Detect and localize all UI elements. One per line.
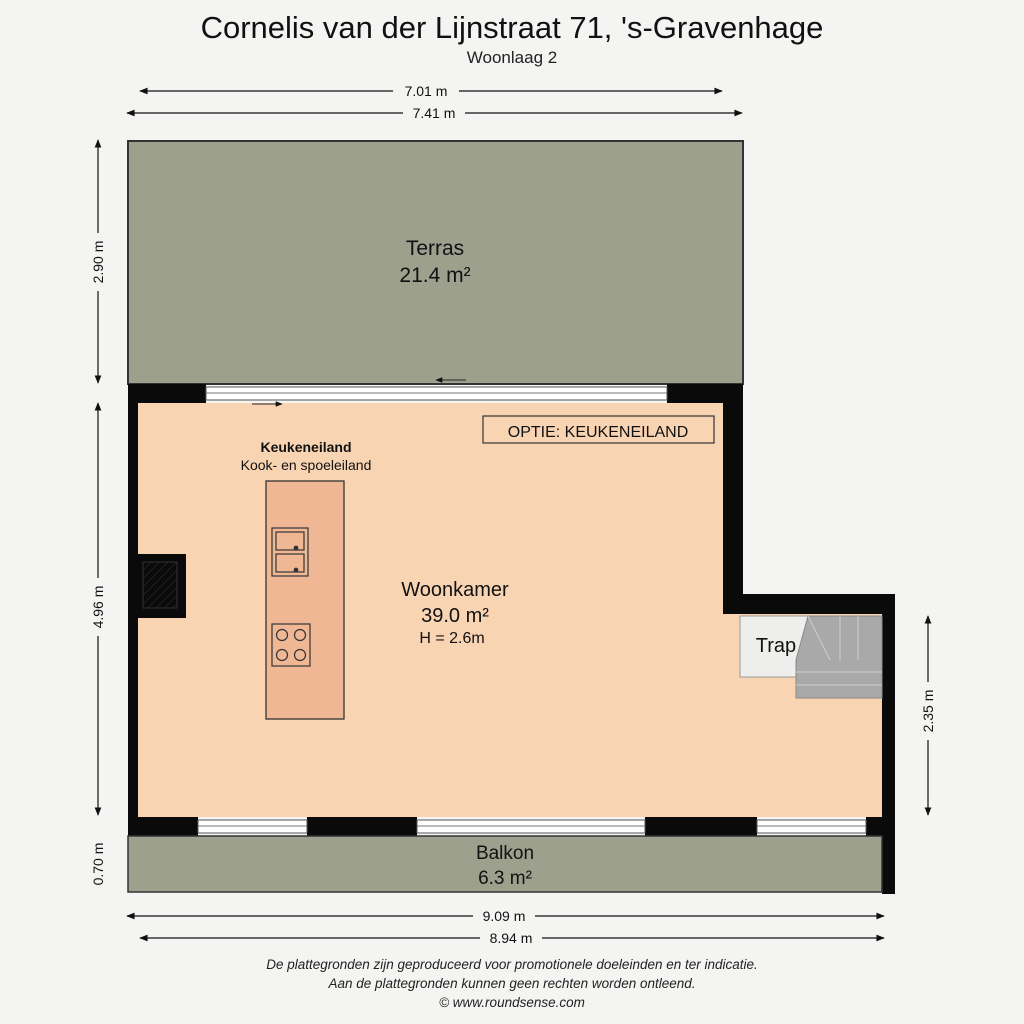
dim-label-bottom-outer: 9.09 m — [482, 908, 526, 924]
dim-label-left-main: 4.96 m — [90, 585, 106, 629]
option-label: OPTIE: KEUKENEILAND — [507, 424, 689, 441]
kitchen-island — [266, 481, 344, 719]
copyright-link[interactable]: © www.roundsense.com — [439, 995, 585, 1010]
balkon-windows — [198, 820, 866, 833]
dim-label-bottom-inner: 8.94 m — [489, 930, 533, 946]
shaft — [138, 554, 186, 618]
trap-label: Trap — [755, 635, 797, 657]
kitchen-island-subtitle: Kook- en spoeleiland — [240, 457, 372, 473]
dim-label-top-outer: 7.41 m — [412, 105, 456, 121]
woonkamer-area-label: 39.0 m² — [421, 605, 489, 627]
balkon-label: Balkon — [475, 843, 535, 864]
floor-level: Woonlaag 2 — [466, 48, 558, 67]
ceiling-height-label: H = 2.6m — [419, 630, 485, 647]
dim-label-left-terras: 2.90 m — [90, 240, 106, 284]
dim-label-top-inner: 7.01 m — [404, 83, 448, 99]
dim-label-left-balkon: 0.70 m — [90, 842, 106, 886]
plan-title: Cornelis van der Lijnstraat 71, 's-Gravenhage — [200, 10, 824, 45]
woonkamer-label: Woonkamer — [401, 579, 509, 601]
terras-area — [128, 141, 743, 384]
terras-label: Terras — [405, 237, 465, 260]
kitchen-island-title: Keukeneiland — [260, 439, 352, 455]
disclaimer-line-1: De plattegronden zijn geproduceerd voor promotionele doeleinden en ter indicatie. — [266, 957, 758, 972]
dim-label-right-trap: 2.35 m — [920, 689, 936, 733]
disclaimer-line-2: Aan de plattegronden kunnen geen rechten worden ontleend. — [328, 976, 696, 991]
balkon-area-label: 6.3 m² — [478, 868, 532, 889]
terras-area-label: 21.4 m² — [399, 264, 471, 287]
